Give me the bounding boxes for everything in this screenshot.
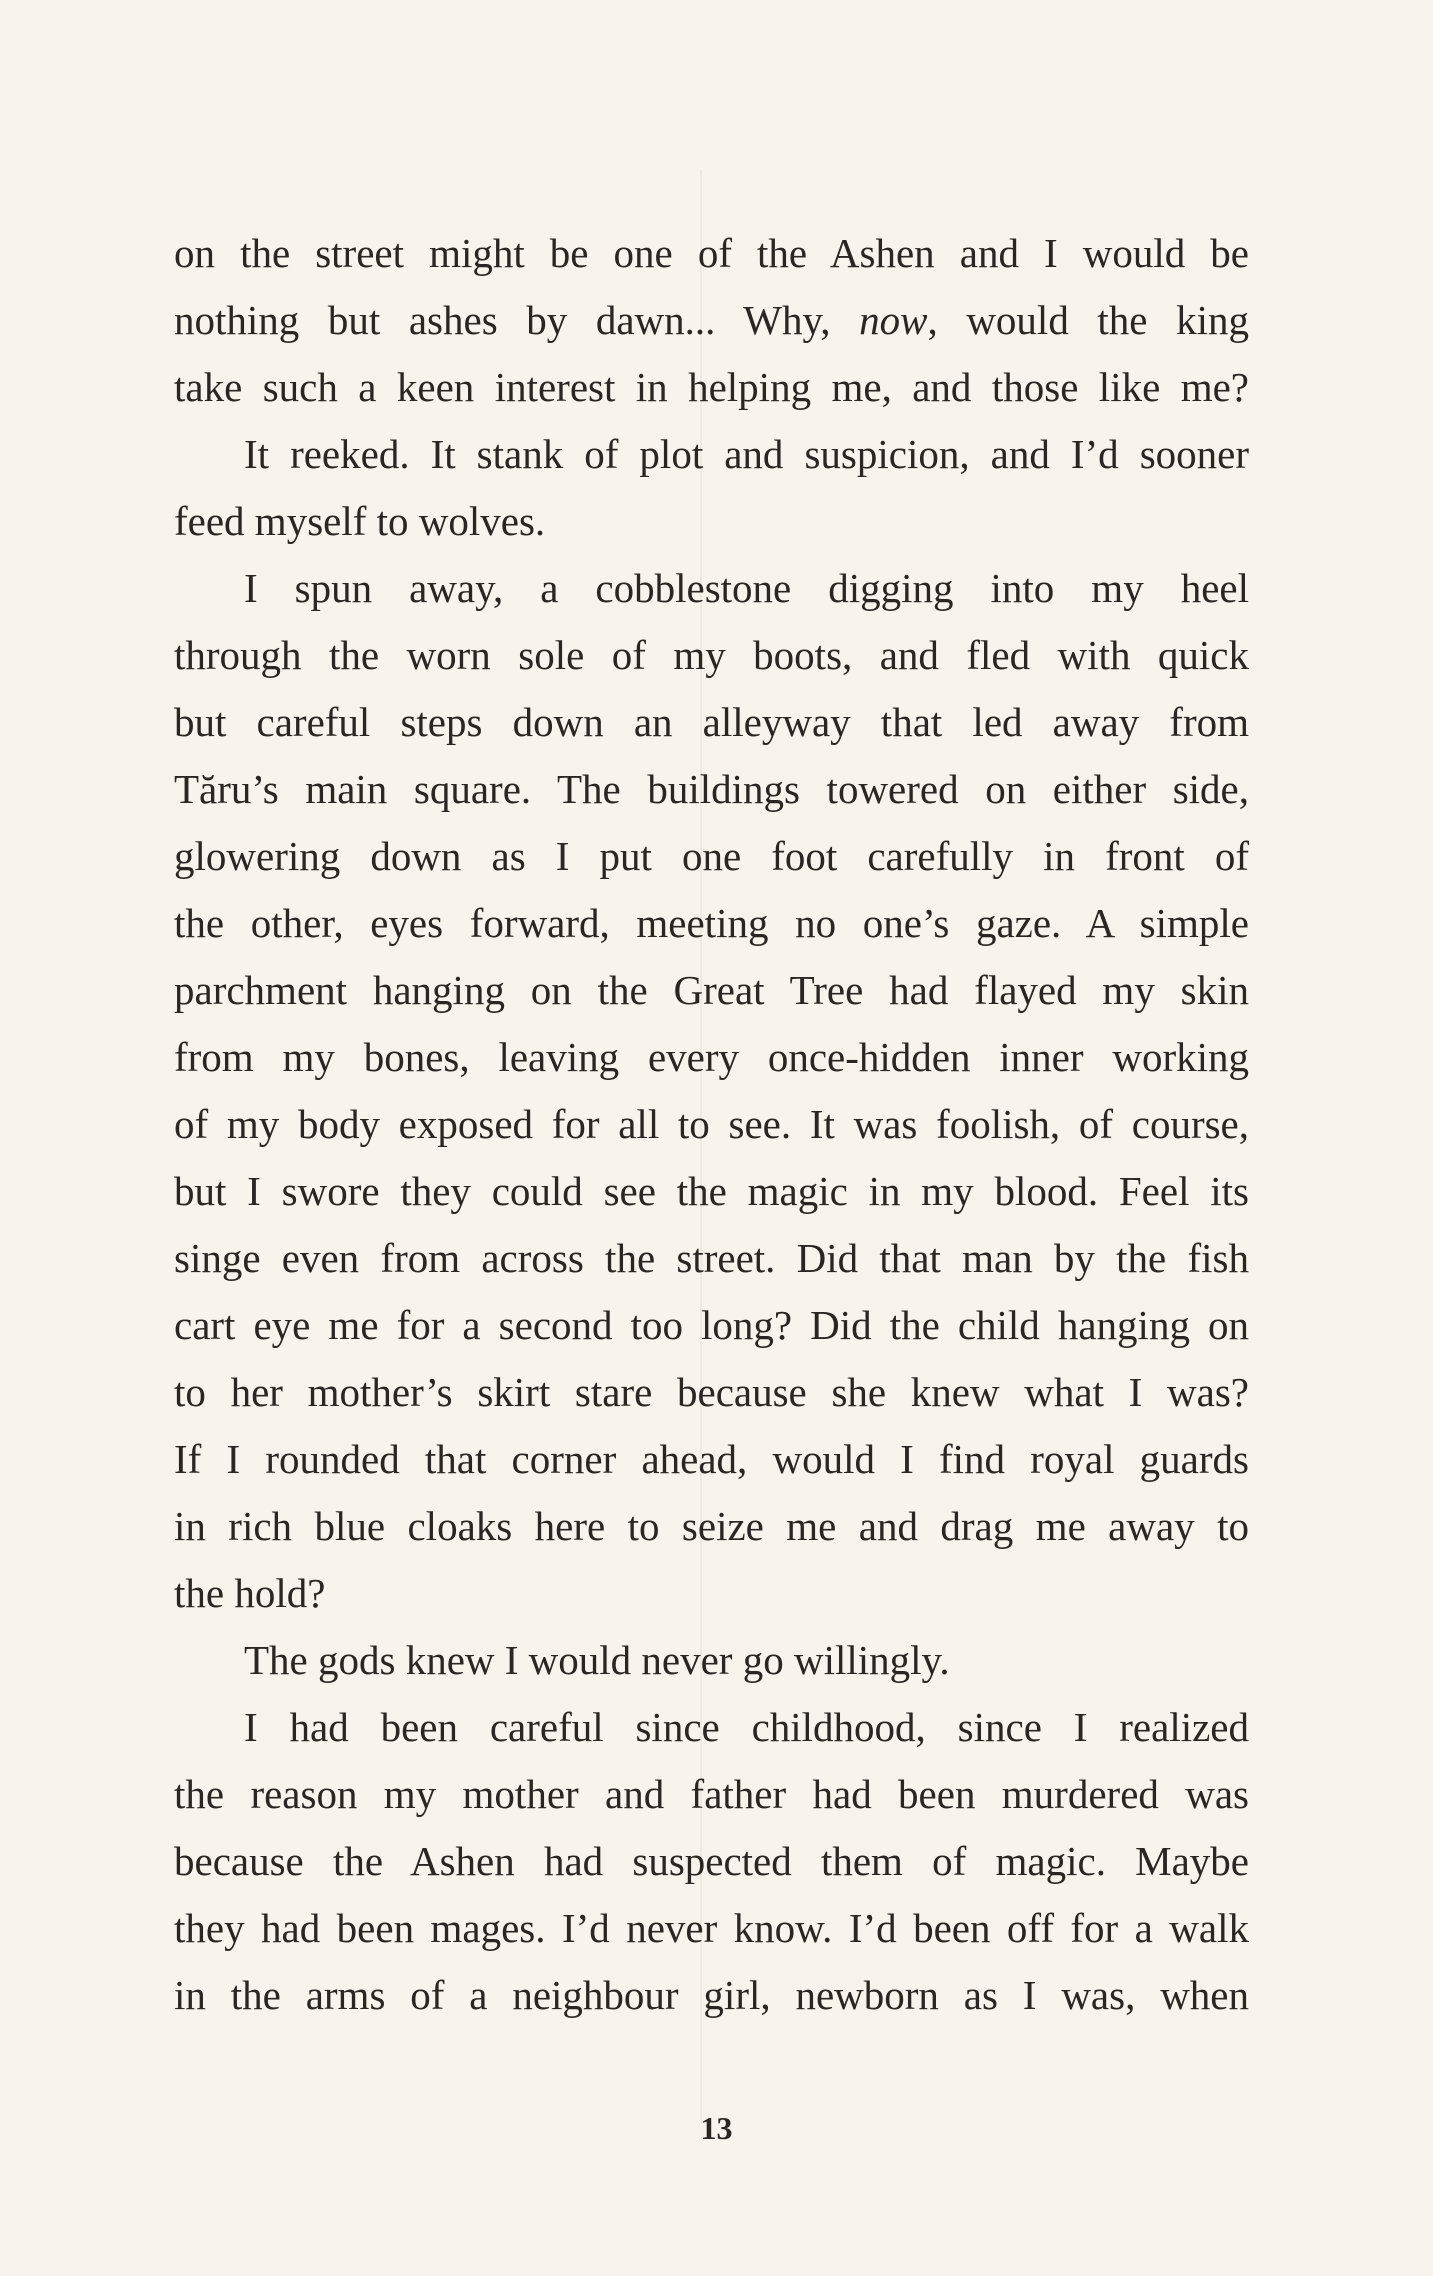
text-line: from my bones, leaving every once-hidden inner working xyxy=(174,1034,1249,1080)
text-segment: nothing but ashes by dawn... Why, now, would the king xyxy=(174,297,1249,343)
page-number: 13 xyxy=(700,2110,733,2146)
text-line: in the arms of a neighbour girl, newborn as I was, when xyxy=(174,1972,1249,2018)
text-line: cart eye me for a second too long? Did the child hanging on xyxy=(174,1302,1249,1348)
text-line: the reason my mother and father had been murdered was xyxy=(174,1771,1249,1817)
text-line: of my body exposed for all to see. It was foolish, of course, xyxy=(174,1101,1249,1147)
text-line: I spun away, a cobblestone digging into my heel xyxy=(244,565,1249,611)
text-line: they had been mages. I’d never know. I’d been off for a walk xyxy=(174,1905,1249,1951)
text-line: feed myself to wolves. xyxy=(174,498,546,544)
text-line: in rich blue cloaks here to seize me and drag me away to xyxy=(174,1503,1249,1549)
text-line: The gods knew I would never go willingly. xyxy=(244,1637,950,1683)
body-text xyxy=(174,220,1249,2029)
text-line: parchment hanging on the Great Tree had flayed my skin xyxy=(174,967,1249,1013)
text-line: the hold? xyxy=(174,1570,326,1616)
text-line: It reeked. It stank of plot and suspicion, and I’d sooner xyxy=(244,431,1249,477)
text-line: to her mother’s skirt stare because she knew what I was? xyxy=(174,1369,1249,1415)
text-line: take such a keen interest in helping me, and those like me? xyxy=(174,364,1249,410)
text-line: but I swore they could see the magic in my blood. Feel its xyxy=(174,1168,1249,1214)
text-line: but careful steps down an alleyway that led away from xyxy=(174,699,1249,745)
text-line: I had been careful since childhood, since I realized xyxy=(244,1704,1249,1750)
text-line: on the street might be one of the Ashen and I would be xyxy=(174,230,1249,276)
text-line: the other, eyes forward, meeting no one’s gaze. A simple xyxy=(174,900,1249,946)
emphasis-now: now xyxy=(859,297,928,343)
text-line: because the Ashen had suspected them of magic. Maybe xyxy=(174,1838,1249,1884)
text-line-italic-now xyxy=(174,287,1249,354)
text-line: If I rounded that corner ahead, would I find royal guards xyxy=(174,1436,1249,1482)
text-line: through the worn sole of my boots, and fled with quick xyxy=(174,632,1249,678)
text-line: Tăru’s main square. The buildings towered on either side, xyxy=(174,766,1249,812)
text-line: glowering down as I put one foot carefully in front of xyxy=(174,833,1249,879)
text-line: singe even from across the street. Did that man by the fish xyxy=(174,1235,1249,1281)
